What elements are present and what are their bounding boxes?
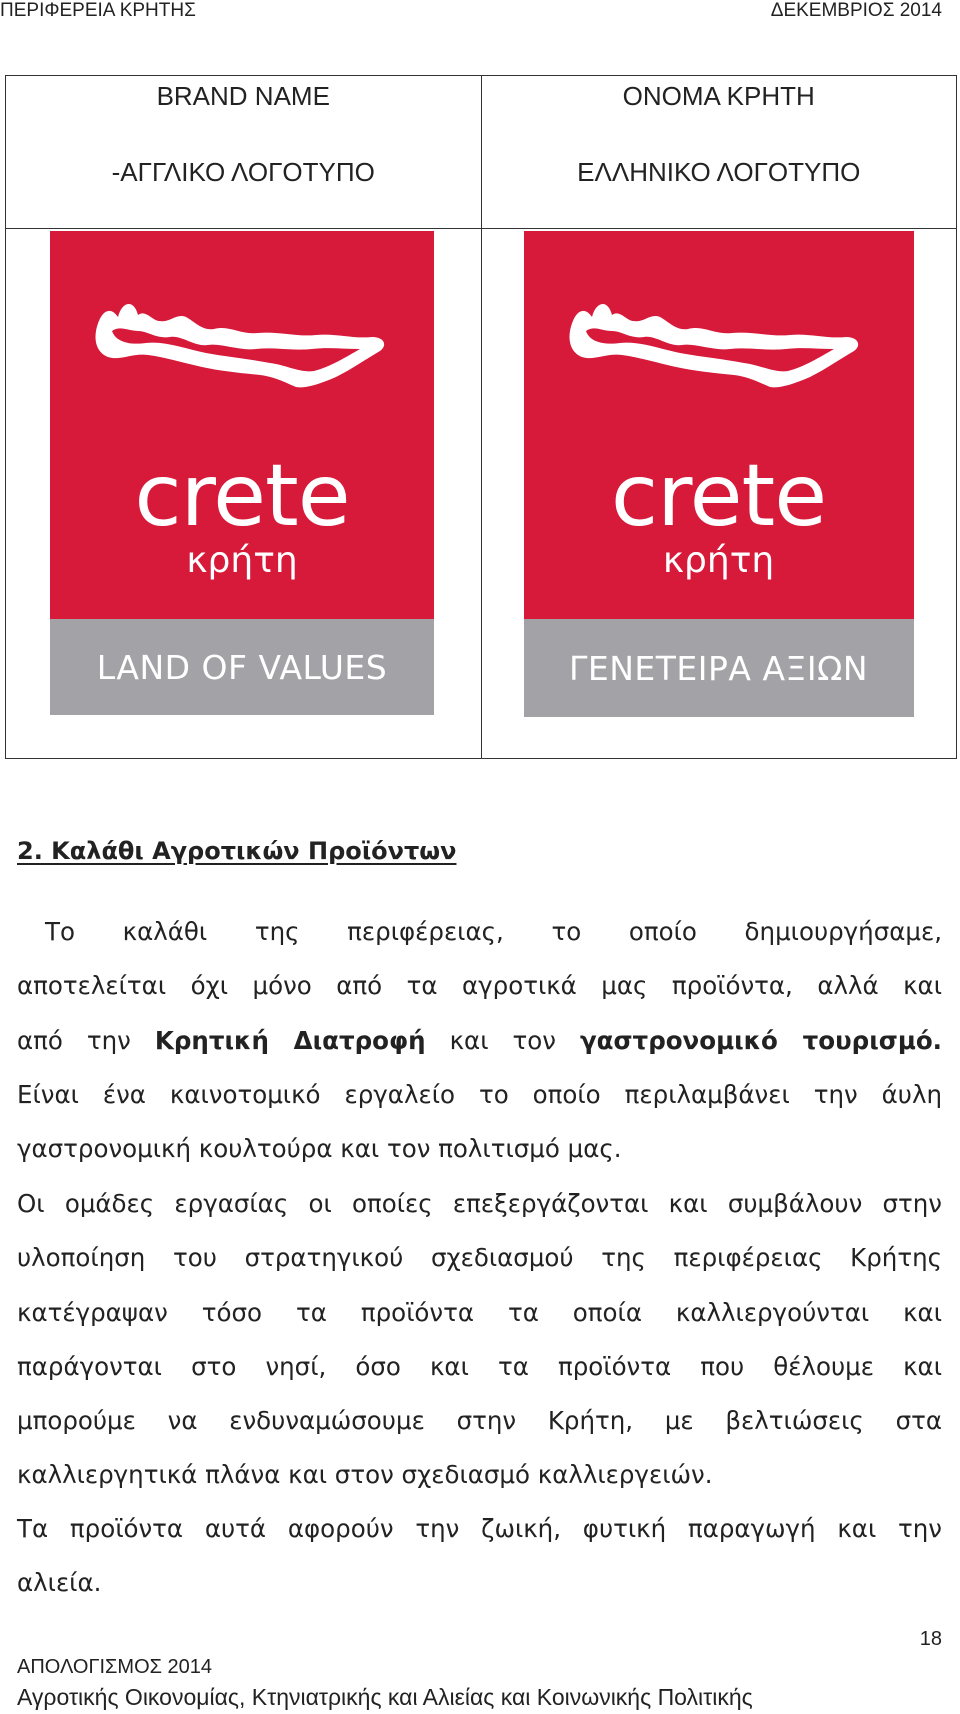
paragraph-3 (17, 1502, 942, 1556)
logo-red-panel (50, 231, 434, 619)
logo-cell-left (6, 229, 482, 759)
paragraph-1 (17, 905, 942, 1122)
text-line: αποτελείται όχι μόνο από τα αγροτικά μας προϊόντα, αλλά και (17, 971, 942, 1001)
page-number: 18 (919, 1628, 942, 1650)
footer-line-2: Αγροτικής Οικονομίας, Κτηνιατρικής και Αλιείας και Κοινωνικής Πολιτικής (17, 1684, 753, 1710)
section-title: 2. Καλάθι Αγροτικών Προϊόντων (17, 837, 457, 865)
logo-slogan: ΓΕΝΕΤΕΙΡΑ ΑΞΙΩΝ (524, 619, 914, 717)
paragraph-1-last-line (17, 1122, 942, 1176)
logo-cell-right (481, 229, 957, 759)
text-line: Είναι ένα καινοτομικό εργαλείο το οποίο περιλαμβάνει την άυλη (17, 1079, 942, 1109)
footer-line-1: ΑΠΟΛΟΓΙΣΜΟΣ 2014 (17, 1656, 213, 1678)
text-line: υλοποίηση του στρατηγικού σχεδιασμού της περιφέρειας Κρήτης (17, 1243, 942, 1273)
name-crete-label: ΟΝΟΜΑ ΚΡΗΤΗ (622, 81, 815, 111)
text-span: και τον (449, 1025, 556, 1055)
header-left: ΠΕΡΙΦΕΡΕΙΑ ΚΡΗΤΗΣ (0, 0, 196, 21)
brand-name-label: BRAND NAME (156, 81, 330, 111)
bold-term: γαστρονομικό τουρισμό. (579, 1025, 942, 1055)
greek-logo-label: ΕΛΛΗΝΙΚΟ ΛΟΓΟΤΥΠΟ (577, 157, 861, 187)
logo-word-kriti: κρήτη (662, 540, 775, 581)
english-logo-label: -ΑΓΓΛΙΚΟ ΛΟΓΟΤΥΠΟ (111, 157, 375, 187)
header-right: ΔΕΚΕΜΒΡΙΟΣ 2014 (770, 0, 942, 21)
bold-term: Κρητική Διατροφή (154, 1025, 426, 1055)
crete-island-icon (90, 291, 390, 401)
crete-greek-logo (524, 231, 914, 717)
logo-word-kriti: κρήτη (186, 540, 298, 581)
text-line: Οι ομάδες εργασίας οι οποίες επεξεργάζονται και συμβάλουν στην (17, 1189, 942, 1218)
paragraph-2-last-line (17, 1448, 942, 1502)
text-line: κατέγραψαν τόσο τα προϊόντα τα οποία καλλιεργούνται και (17, 1297, 942, 1327)
paragraph-3-last-line (17, 1556, 942, 1610)
text-line: καλλιεργητικά πλάνα και στον σχεδιασμό καλλιεργειών. (17, 1460, 713, 1489)
logos-table (5, 75, 957, 759)
text-span: από την (17, 1025, 131, 1055)
logo-slogan: LAND OF VALUES (50, 619, 434, 715)
text-line: γαστρονομική κουλτούρα και τον πολιτισμό μας. (17, 1134, 622, 1163)
text-line: αλιεία. (17, 1568, 102, 1597)
paragraph-2 (17, 1177, 942, 1448)
logo-header-right (481, 76, 957, 229)
text-line: Τα προϊόντα αυτά αφορούν την ζωική, φυτική παραγωγή και την (17, 1514, 942, 1543)
text-line: παράγονται στο νησί, όσο και τα προϊόντα που θέλουμε και (17, 1351, 942, 1381)
logo-red-panel (524, 231, 914, 619)
logo-word-crete: crete (610, 446, 827, 546)
crete-english-logo (50, 231, 434, 715)
text-line (17, 1014, 942, 1068)
crete-island-icon (564, 291, 864, 401)
logo-word-crete: crete (134, 446, 350, 546)
text-line: μπορούμε να ενδυναμώσουμε στην Κρήτη, με βελτιώσεις στα (17, 1406, 942, 1436)
logo-header-left (6, 76, 482, 229)
text-line: Το καλάθι της περιφέρειας, το οποίο δημιουργήσαμε, (45, 917, 942, 946)
